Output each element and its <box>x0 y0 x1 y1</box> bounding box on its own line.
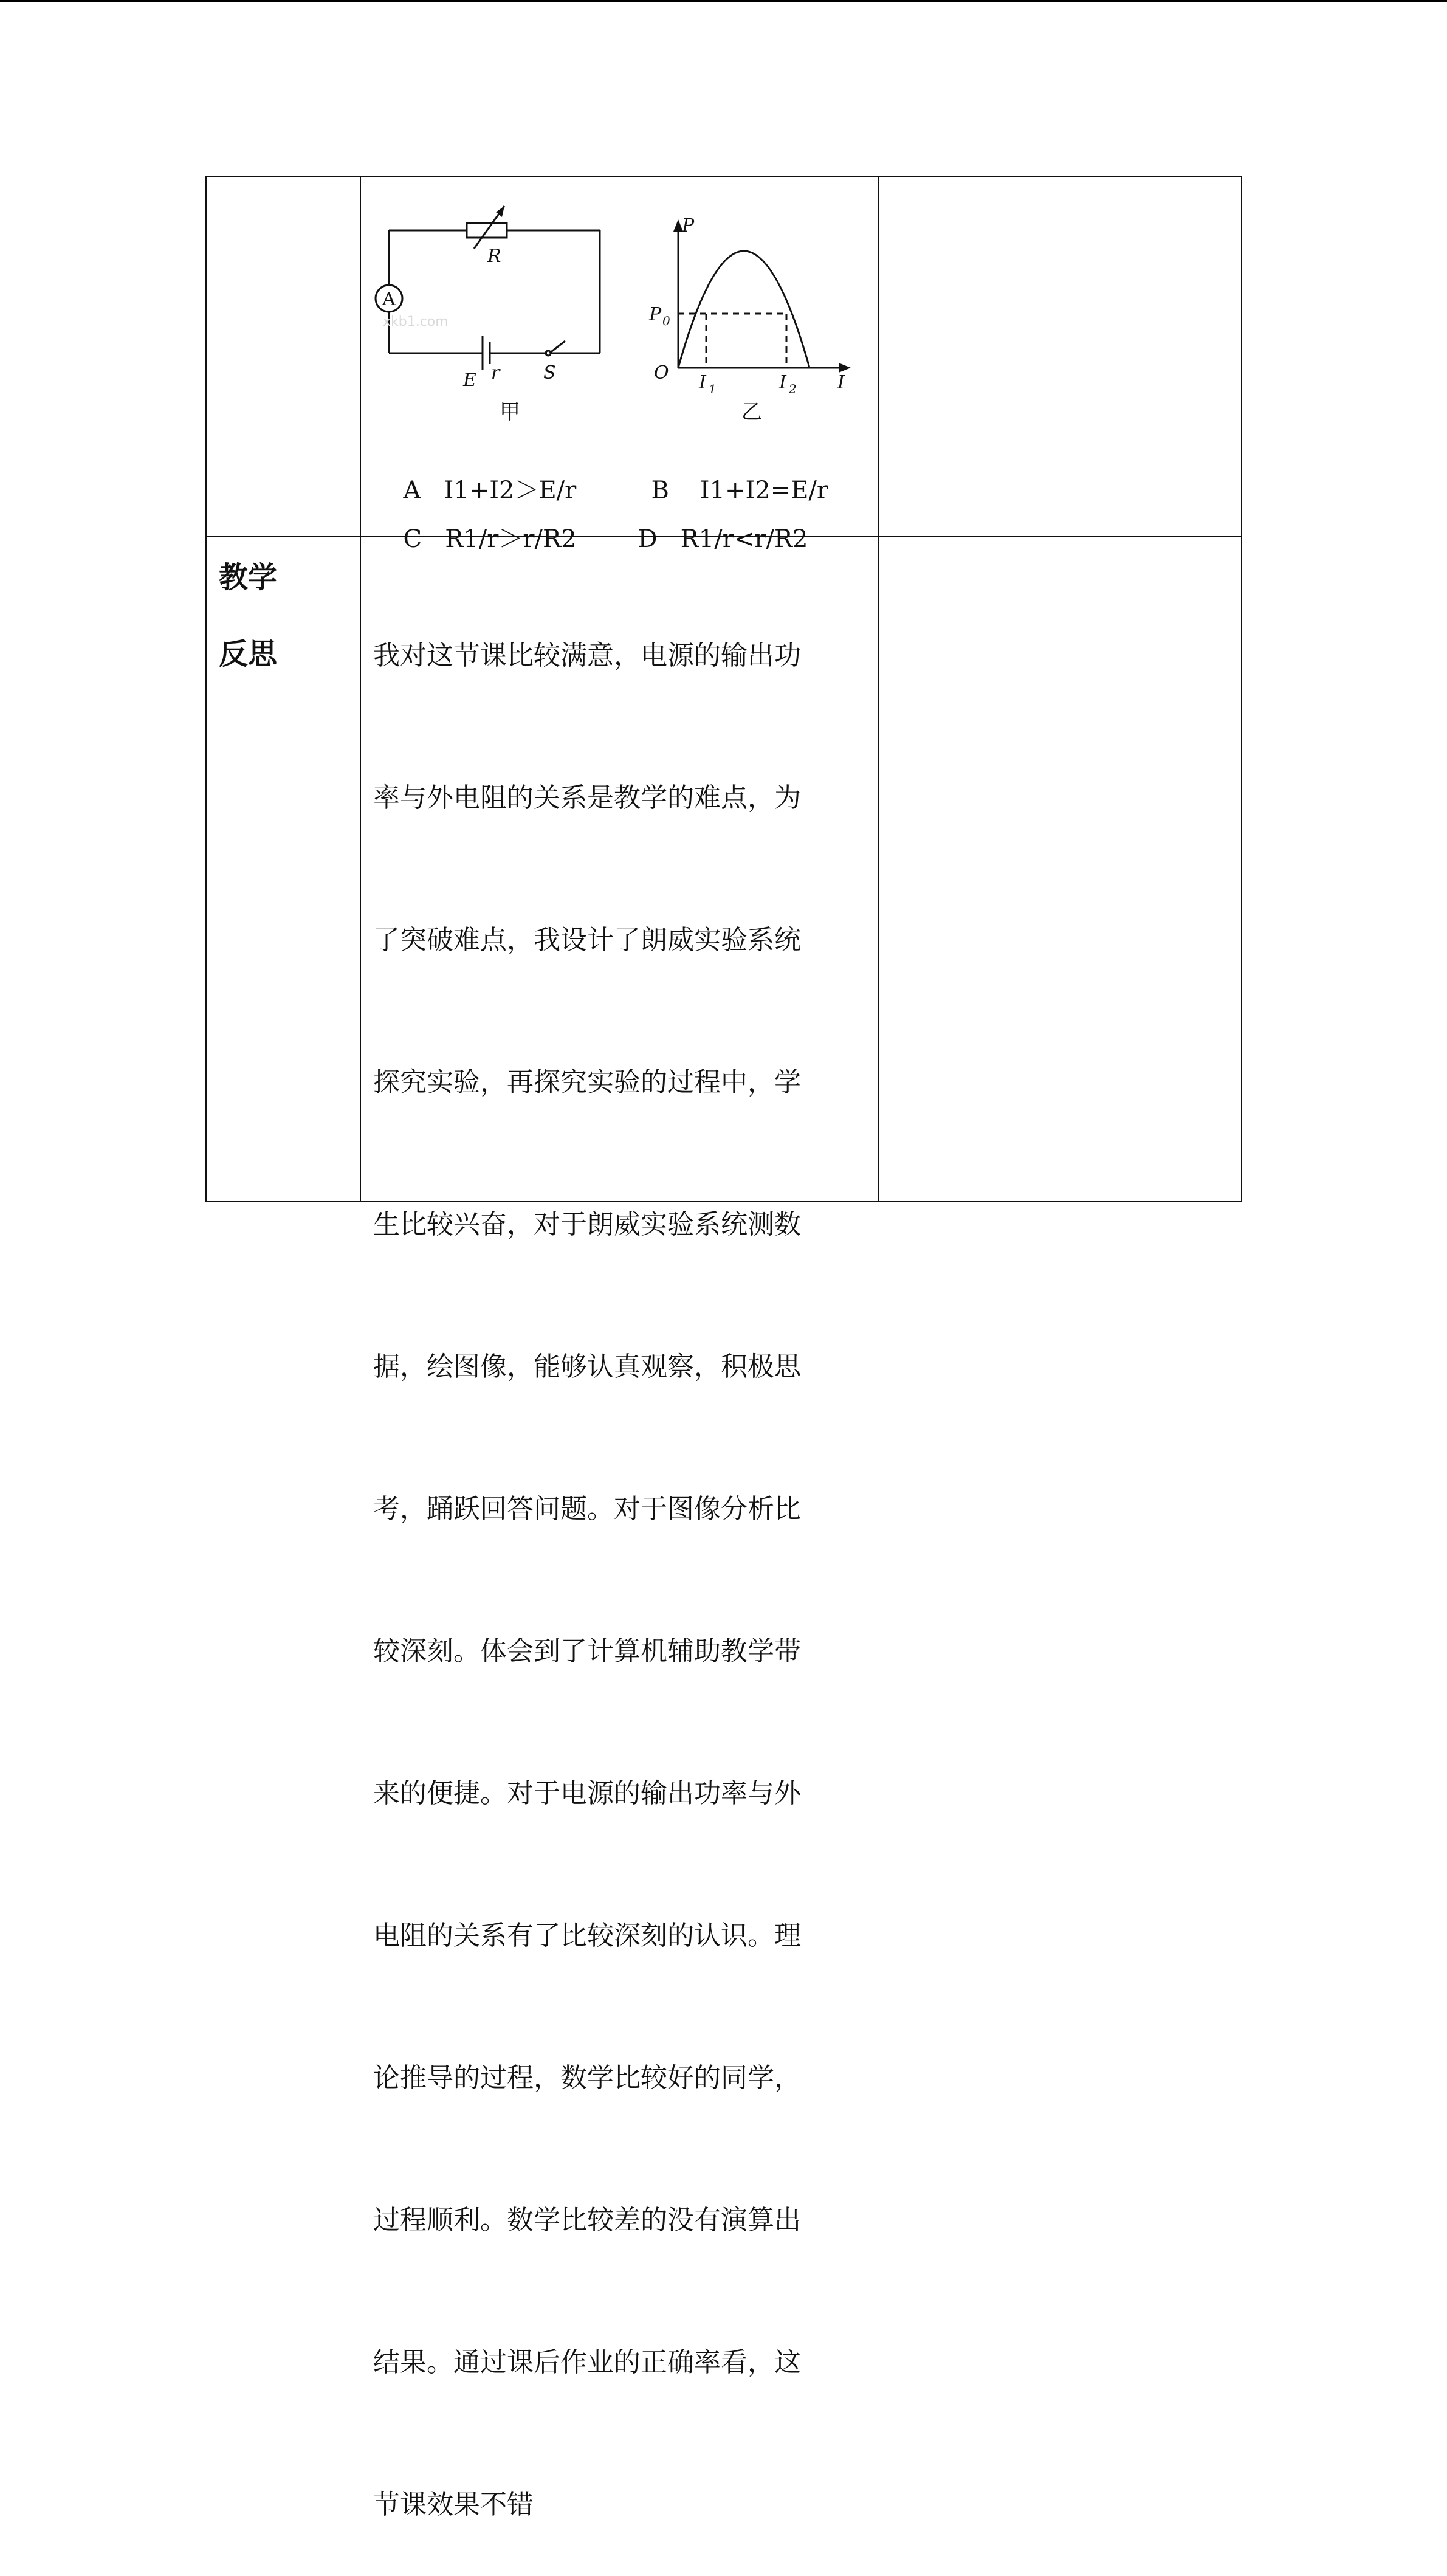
x-axis-arrow-icon <box>839 363 851 373</box>
option-a: A I1+I2＞E/r <box>403 477 577 505</box>
graph-i1-label: I <box>699 372 706 393</box>
graph-p0-subscript: 0 <box>662 314 670 328</box>
reflection-line: 率与外电阻的关系是教学的难点，为 <box>373 782 801 813</box>
reflection-line: 较深刻。体会到了计算机辅助教学带 <box>373 1636 801 1667</box>
graph-x-axis-label: I <box>837 372 845 393</box>
graph-caption: 乙 <box>741 400 762 424</box>
reflection-label-line-2: 反思 <box>219 637 278 671</box>
reflection-line: 考，踊跃回答问题。对于图像分析比 <box>373 1493 801 1524</box>
ammeter-label: A <box>382 289 396 310</box>
table-border-left <box>205 176 207 1202</box>
reflection-line: 电阻的关系有了比较深刻的认识。理 <box>373 1920 801 1951</box>
options-row-1 <box>388 454 828 503</box>
circuit-caption: 甲 <box>500 400 520 424</box>
circuit-diagram <box>376 206 600 370</box>
reflection-line: 据，绘图像，能够认真观察，积极思 <box>373 1351 801 1382</box>
option-d: D R1/r<r/R2 <box>638 525 808 553</box>
table-border-right <box>1241 176 1242 1202</box>
watermark: xkb1.com <box>383 314 449 329</box>
reflection-line: 来的便捷。对于电源的输出功率与外 <box>373 1778 801 1809</box>
emf-label: E <box>463 370 476 391</box>
reflection-line: 探究实验，再探究实验的过程中，学 <box>373 1067 801 1098</box>
reflection-line: 论推导的过程，数学比较好的同学， <box>373 2062 801 2093</box>
option-c: C R1/r＞r/R2 <box>403 525 577 553</box>
graph-i2-subscript: 2 <box>789 382 797 396</box>
internal-resistance-label: r <box>491 362 500 384</box>
reflection-text <box>373 537 853 2576</box>
option-b: B I1+I2=E/r <box>651 477 829 505</box>
reflection-label <box>219 550 352 703</box>
page-top-border <box>0 0 1447 2</box>
graph-i1-subscript: 1 <box>709 382 717 396</box>
reflection-line: 生比较兴奋，对于朗威实验系统测数 <box>373 1209 801 1240</box>
reflection-line: 过程顺利。数学比较差的没有演算出 <box>373 2205 801 2236</box>
graph-p0-label: P <box>649 304 662 325</box>
table-column-divider-2 <box>878 176 879 1202</box>
reflection-line: 了突破难点，我设计了朗威实验系统 <box>373 925 801 956</box>
graph-origin-label: O <box>654 362 669 384</box>
switch-label: S <box>543 362 556 384</box>
reflection-label-line-1: 教学 <box>219 560 278 594</box>
reflection-line: 结果。通过课后作业的正确率看，这 <box>373 2347 801 2378</box>
power-current-graph <box>678 227 842 368</box>
resistor-label: R <box>487 246 501 267</box>
reflection-line: 我对这节课比较满意，电源的输出功 <box>373 640 801 671</box>
physics-figure <box>361 177 878 438</box>
reflection-line: 节课效果不错 <box>373 2489 534 2520</box>
graph-i2-label: I <box>779 372 786 393</box>
graph-y-axis-label: P <box>682 215 695 236</box>
